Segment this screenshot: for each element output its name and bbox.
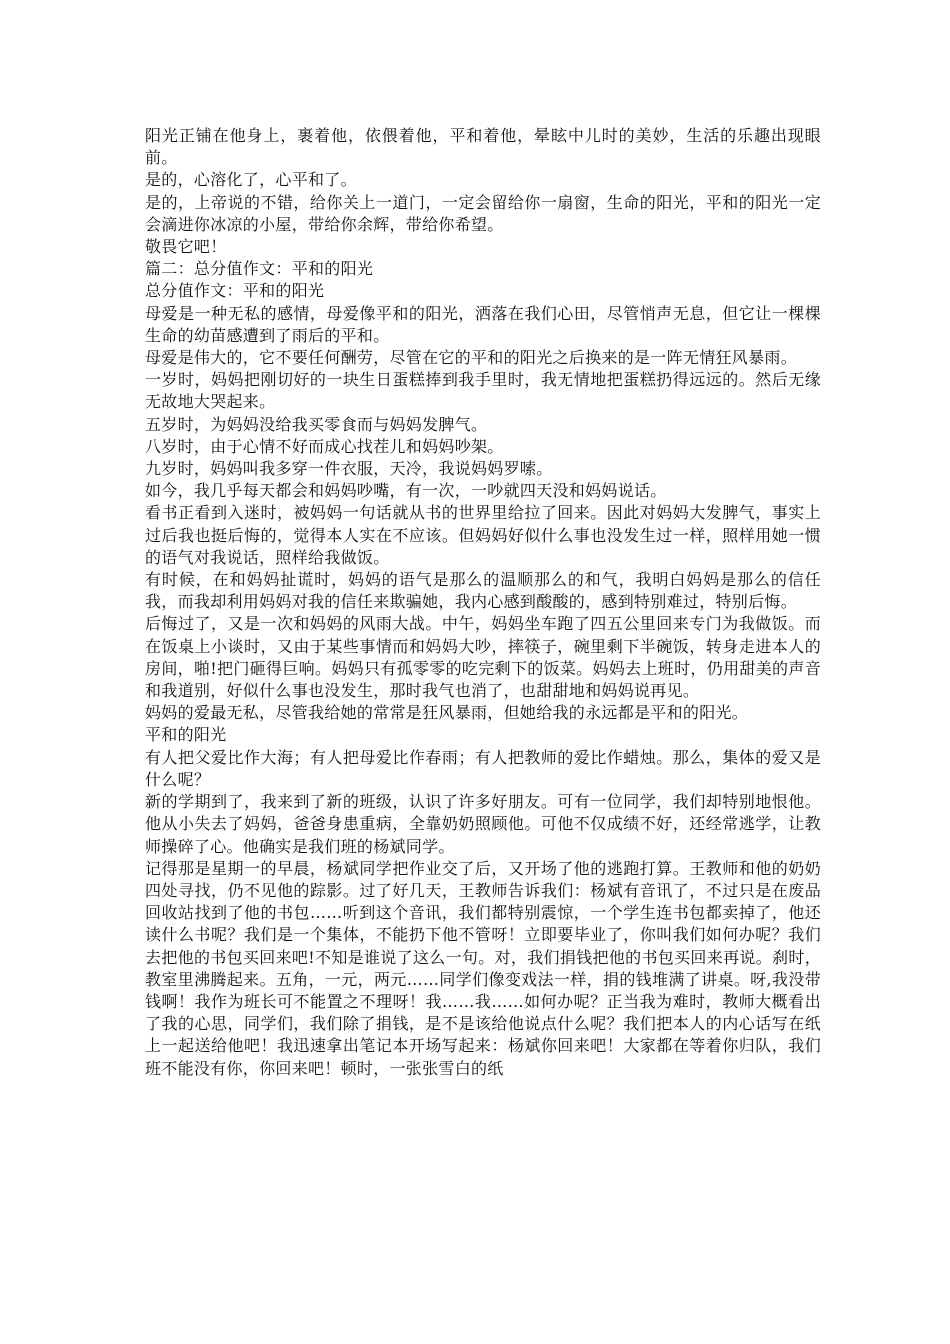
paragraph-9: 一岁时，妈妈把刚切好的一块生日蛋糕捧到我手里时，我无情地把蛋糕扔得远远的。然后无缘无故地大哭起来。 bbox=[145, 370, 821, 412]
paragraph-7: 母爱是一种无私的感情，母爱像平和的阳光，洒落在我们心田，尽管悄声无息，但它让一棵棵生命的幼苗感遭到了雨后的平和。 bbox=[145, 303, 821, 345]
paragraph-14: 看书正看到入迷时，被妈妈一句话就从书的世界里给拉了回来。因此对妈妈大发脾气，事实上过后我也挺后悔的，觉得本人实在不应该。但妈妈好似什么事也没发生过一样，照样用她一惯的语气对我说话，照样给我做饭。 bbox=[145, 503, 821, 567]
paragraph-12: 九岁时，妈妈叫我多穿一件衣服，天冷，我说妈妈罗嗦。 bbox=[145, 459, 553, 479]
paragraph-1: 阳光正铺在他身上，裹着他，依偎着他，平和着他，晕眩中儿时的美妙，生活的乐趣出现眼前。 bbox=[145, 126, 821, 168]
section-heading: 篇二：总分值作文：平和的阳光 bbox=[145, 259, 374, 279]
paragraph-13: 如今，我几乎每天都会和妈妈吵嘴，有一次，一吵就四天没和妈妈说话。 bbox=[145, 481, 667, 501]
paragraph-19: 有人把父爱比作大海；有人把母爱比作春雨；有人把教师的爱比作蜡烛。那么，集体的爱又是什么呢？ bbox=[145, 747, 821, 789]
paragraph-2: 是的，心溶化了，心平和了。 bbox=[145, 170, 357, 190]
paragraph-16: 后悔过了，又是一次和妈妈的风雨大战。中午，妈妈坐车跑了四五公里回来专门为我做饭。而在饭桌上小谈时，又由于某些事情而和妈妈大吵，摔筷子，碗里剩下半碗饭，转身走进本人的房间，啪!把门砸得巨响。妈妈只有孤零零的吃完剩下的饭菜。妈妈去上班时，仍用甜美的声音和我道别，好似什么事也没发生，那时我气也消了，也甜甜地和妈妈说再见。 bbox=[145, 614, 821, 701]
document-page bbox=[145, 125, 821, 1080]
essay-title-2: 平和的阳光 bbox=[145, 725, 227, 745]
paragraph-15: 有时候，在和妈妈扯谎时，妈妈的语气是那么的温顺那么的和气，我明白妈妈是那么的信任我，而我却利用妈妈对我的信任来欺骗她，我内心感到酸酸的，感到特别难过，特别后悔。 bbox=[145, 570, 821, 612]
paragraph-8: 母爱是伟大的，它不要任何酬劳，尽管在它的平和的阳光之后换来的是一阵无情狂风暴雨。 bbox=[145, 348, 798, 368]
paragraph-21: 记得那是星期一的早晨，杨斌同学把作业交了后，又开场了他的逃跑打算。王教师和他的奶奶四处寻找，仍不见他的踪影。过了好几天，王教师告诉我们：杨斌有音讯了，不过只是在废品回收站找到了他的书包……听到这个音讯，我们都特别震惊，一个学生连书包都卖掉了，他还读什么书呢？我们是一个集体，不能扔下他不管呀！立即要毕业了，你叫我们如何办呢？我们去把他的书包买回来吧!不知是谁说了这么一句。对，我们捐钱把他的书包买回来再说。刹时，教室里沸腾起来。五角，一元，两元……同学们像变戏法一样，捐的钱堆满了讲桌。呀,我没带钱啊！我作为班长可不能置之不理呀！我……我……如何办呢？正当我为难时，教师大概看出了我的心思，同学们，我们除了捐钱，是不是该给他说点什么呢？我们把本人的内心话写在纸上一起送给他吧！我迅速拿出笔记本开场写起来：杨斌你回来吧！大家都在等着你归队，我们班不能没有你，你回来吧！顿时，一张张雪白的纸 bbox=[145, 858, 821, 1078]
paragraph-20: 新的学期到了，我来到了新的班级，认识了许多好朋友。可有一位同学，我们却特别地恨他。他从小失去了妈妈，爸爸身患重病，全靠奶奶照顾他。可他不仅成绩不好，还经常逃学，让教师操碎了心。他确实是我们班的杨斌同学。 bbox=[145, 792, 821, 856]
paragraph-4: 敬畏它吧！ bbox=[145, 237, 227, 257]
paragraph-17: 妈妈的爱最无私，尽管我给她的常常是狂风暴雨，但她给我的永远都是平和的阳光。 bbox=[145, 703, 749, 723]
essay-title: 总分值作文：平和的阳光 bbox=[145, 281, 325, 301]
paragraph-11: 八岁时，由于心情不好而成心找茬儿和妈妈吵架。 bbox=[145, 436, 504, 456]
paragraph-3: 是的，上帝说的不错，给你关上一道门，一定会留给你一扇窗，生命的阳光，平和的阳光一定会滴进你冰凉的小屋，带给你余辉，带给你希望。 bbox=[145, 192, 821, 234]
paragraph-10: 五岁时，为妈妈没给我买零食而与妈妈发脾气。 bbox=[145, 414, 488, 434]
